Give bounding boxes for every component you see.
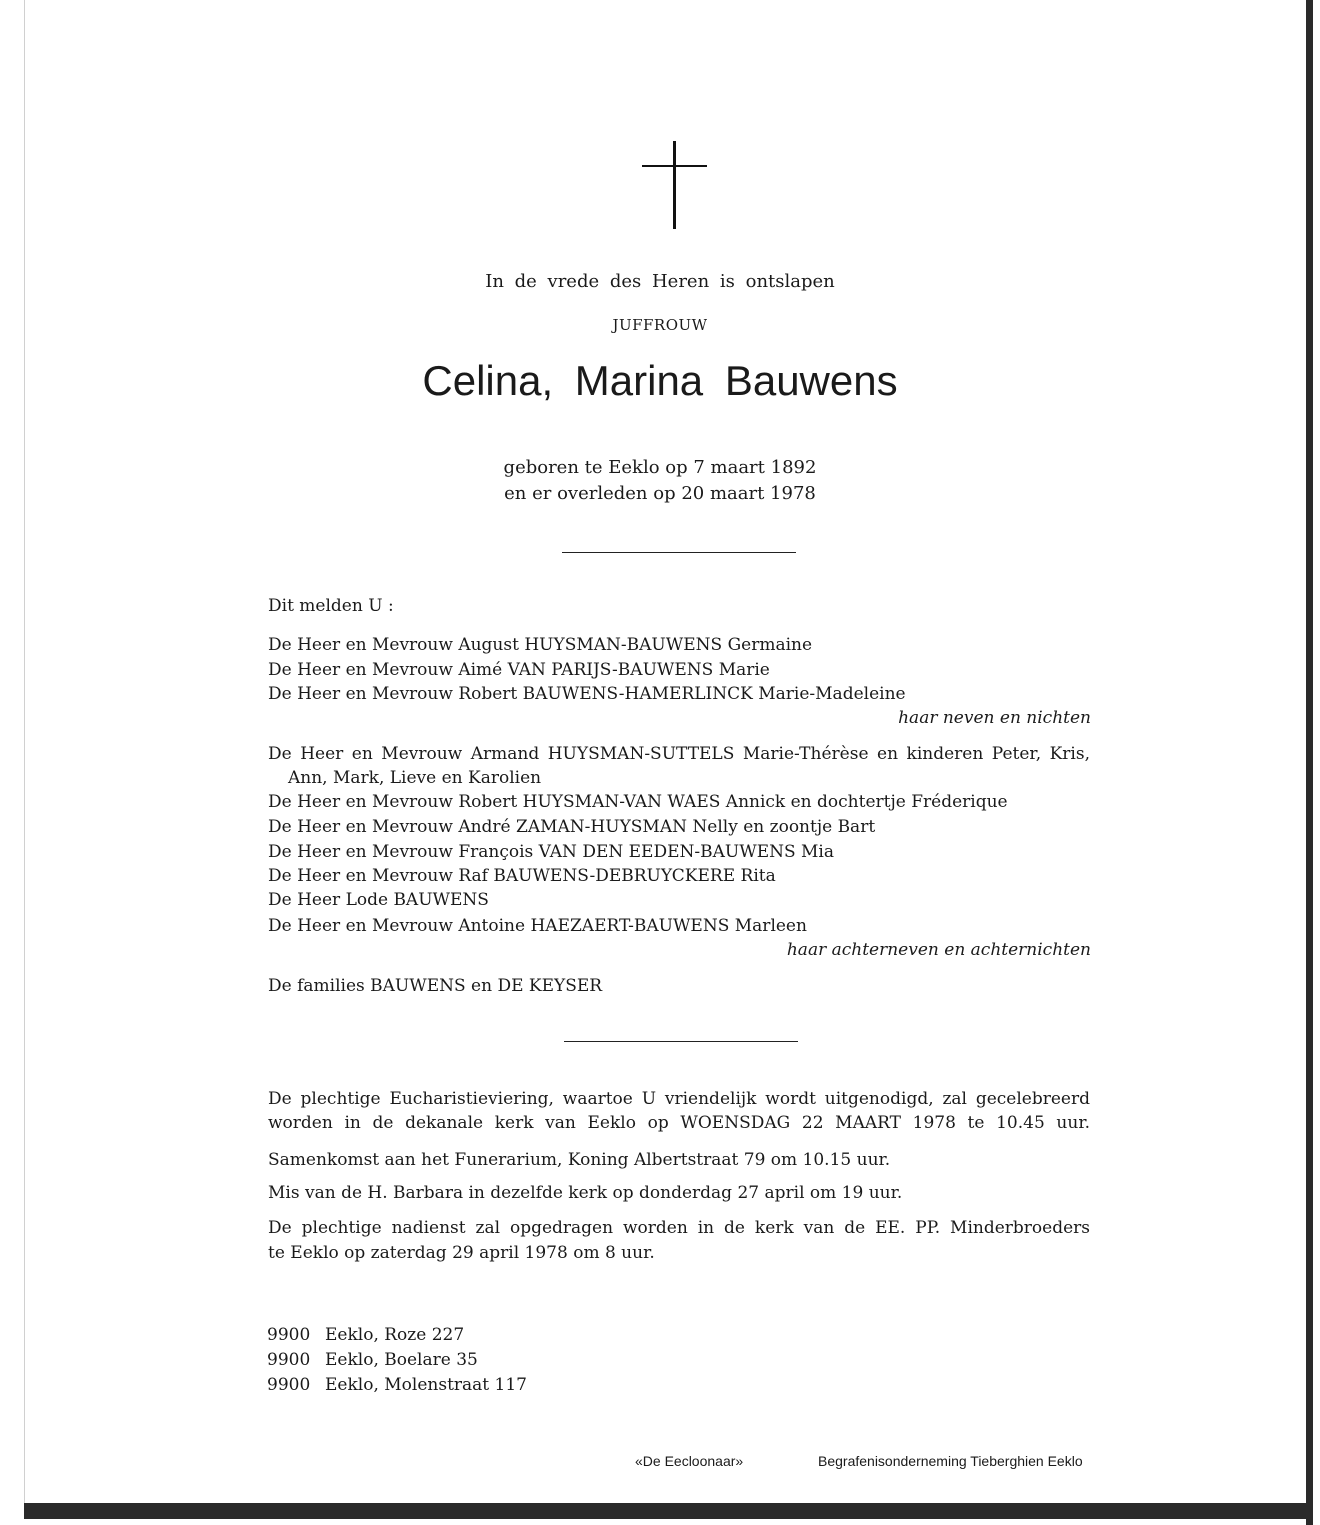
death-line: en er overleden op 20 maart 1978 bbox=[504, 483, 816, 504]
relation-label: haar neven en nichten bbox=[898, 708, 1091, 728]
address-line bbox=[267, 1350, 478, 1370]
relative-line: De Heer en Mevrouw François VAN DEN EEDEN-BAUWENS Mia bbox=[268, 842, 835, 862]
relation-label: haar achterneven en achternichten bbox=[786, 940, 1091, 960]
divider bbox=[564, 1041, 798, 1042]
street-address: Eeklo, Roze 227 bbox=[325, 1325, 465, 1345]
relative-line: De Heer en Mevrouw August HUYSMAN-BAUWENS Germaine bbox=[268, 635, 813, 655]
address-line bbox=[267, 1325, 464, 1345]
postal-code: 9900 bbox=[267, 1325, 311, 1345]
service-text: De plechtige nadienst zal opgedragen worden in de kerk van de EE. PP. Minderbroeders bbox=[268, 1218, 1090, 1238]
card-right-border bbox=[1306, 0, 1313, 1525]
intro-text: In de vrede des Heren is ontslapen bbox=[485, 271, 835, 292]
service-text: te Eeklo op zaterdag 29 april 1978 om 8 uur. bbox=[268, 1243, 655, 1263]
cross-icon-vertical bbox=[673, 141, 676, 229]
honorific-title: JUFFROUW bbox=[612, 316, 708, 334]
families-line: De families BAUWENS en DE KEYSER bbox=[268, 976, 603, 996]
card-left-edge bbox=[24, 0, 25, 1503]
postal-code: 9900 bbox=[267, 1375, 311, 1395]
relative-line: De Heer en Mevrouw Armand HUYSMAN-SUTTELS Marie-Thérèse en kinderen Peter, Kris, bbox=[268, 744, 1090, 764]
relative-line: De Heer en Mevrouw Antoine HAEZAERT-BAUWENS Marleen bbox=[268, 916, 807, 936]
deceased-name: Celina, Marina Bauwens bbox=[422, 357, 898, 404]
relative-line: De Heer en Mevrouw Aimé VAN PARIJS-BAUWENS Marie bbox=[268, 660, 770, 680]
relative-line: De Heer en Mevrouw Robert BAUWENS-HAMERLINCK Marie-Madeleine bbox=[268, 684, 906, 704]
postal-code: 9900 bbox=[267, 1350, 311, 1370]
service-text: Mis van de H. Barbara in dezelfde kerk op donderdag 27 april om 19 uur. bbox=[268, 1183, 903, 1203]
card-bottom-border bbox=[24, 1503, 1313, 1519]
relative-line: De Heer Lode BAUWENS bbox=[268, 890, 489, 910]
service-text: Samenkomst aan het Funerarium, Koning Albertstraat 79 om 10.15 uur. bbox=[268, 1150, 891, 1170]
street-address: Eeklo, Boelare 35 bbox=[325, 1350, 478, 1370]
relative-line: De Heer en Mevrouw Robert HUYSMAN-VAN WAES Annick en dochtertje Fréderique bbox=[268, 792, 1008, 812]
relative-line-continued: Ann, Mark, Lieve en Karolien bbox=[288, 768, 542, 788]
divider bbox=[562, 552, 796, 553]
street-address: Eeklo, Molenstraat 117 bbox=[325, 1375, 527, 1395]
cross-icon-horizontal bbox=[642, 165, 707, 167]
birth-line: geboren te Eeklo op 7 maart 1892 bbox=[503, 457, 817, 478]
service-text: worden in de dekanale kerk van Eeklo op WOENSDAG 22 MAART 1978 te 10.45 uur. bbox=[268, 1113, 1090, 1133]
service-text: De plechtige Eucharistieviering, waartoe U vriendelijk wordt uitgenodigd, zal gecelebreerd bbox=[268, 1089, 1090, 1109]
relative-line: De Heer en Mevrouw Raf BAUWENS-DEBRUYCKERE Rita bbox=[268, 866, 776, 886]
printer-credit: «De Eecloonaar» bbox=[635, 1453, 744, 1469]
address-line bbox=[267, 1375, 527, 1395]
announcers-intro: Dit melden U : bbox=[268, 596, 394, 616]
relative-line: De Heer en Mevrouw André ZAMAN-HUYSMAN Nelly en zoontje Bart bbox=[268, 817, 876, 837]
undertaker-credit: Begrafenisonderneming Tieberghien Eeklo bbox=[818, 1453, 1083, 1469]
